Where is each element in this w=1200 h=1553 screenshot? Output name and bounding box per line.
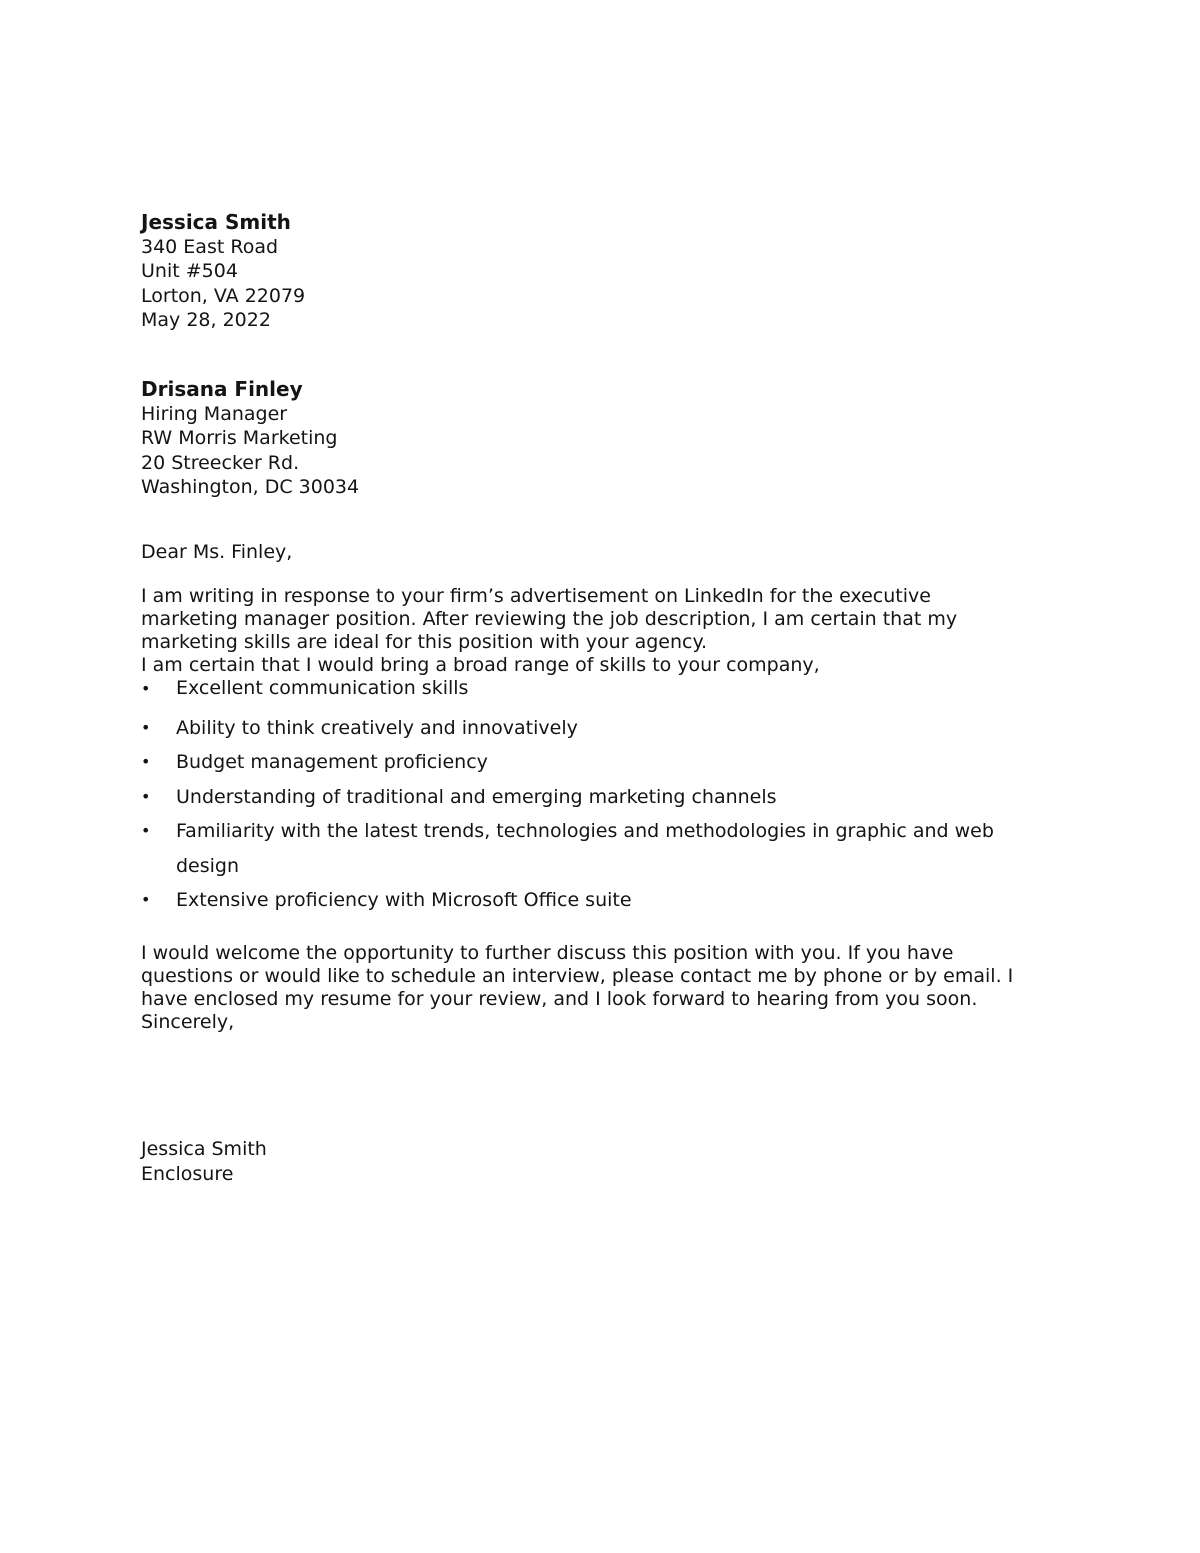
recipient-name: Drisana Finley	[141, 376, 303, 401]
skill-item	[141, 745, 1051, 780]
intro-line: marketing manager position. After reviewing the job description, I am certain that my	[141, 607, 958, 630]
closing-line: questions or would like to schedule an interview, please contact me by phone or by email. I	[141, 964, 1014, 987]
bullet-icon: •	[141, 821, 151, 841]
valediction: Sincerely,	[141, 1010, 235, 1033]
bullet-icon: •	[141, 890, 151, 910]
intro-paragraph	[141, 585, 1051, 677]
skill-text: Extensive proficiency with Microsoft Office suite	[176, 889, 632, 912]
skill-item	[141, 780, 1051, 815]
skill-text: Ability to think creatively and innovatively	[176, 716, 578, 739]
intro-line: marketing skills are ideal for this position with your agency.	[141, 630, 708, 653]
bullet-icon: •	[141, 786, 151, 806]
signature-block	[141, 1137, 1051, 1187]
salutation: Dear Ms. Finley,	[141, 540, 293, 563]
signature-name: Jessica Smith	[141, 1137, 267, 1160]
recipient-block	[141, 377, 1051, 500]
sender-address-line2: Unit #504	[141, 260, 238, 283]
intro-line: I am writing in response to your firm’s advertisement on LinkedIn for the executive	[141, 584, 931, 607]
skill-text: Familiarity with the latest trends, technologies and methodologies in graphic and web design	[176, 820, 994, 877]
closing-line: I would welcome the opportunity to further discuss this position with you. If you have	[141, 941, 954, 964]
skill-item	[141, 814, 1051, 883]
closing-line: have enclosed my resume for your review, and I look forward to hearing from you soon.	[141, 987, 978, 1010]
bullet-icon: •	[141, 717, 151, 737]
skill-text: Excellent communication skills	[176, 676, 469, 699]
bullet-icon: •	[141, 752, 151, 772]
closing-paragraph	[141, 942, 1051, 1034]
skills-list	[141, 677, 1051, 918]
intro-line: I am certain that I would bring a broad range of skills to your company,	[141, 653, 820, 676]
recipient-street: 20 Streecker Rd.	[141, 451, 300, 474]
skill-text: Budget management proficiency	[176, 751, 488, 774]
bullet-icon: •	[141, 678, 151, 698]
recipient-title: Hiring Manager	[141, 402, 288, 425]
skill-text: Understanding of traditional and emerging marketing channels	[176, 785, 777, 808]
sender-block	[141, 210, 1051, 333]
letter-date: May 28, 2022	[141, 309, 271, 332]
enclosure-note: Enclosure	[141, 1162, 234, 1185]
skill-item	[141, 711, 1051, 746]
recipient-city-state-zip: Washington, DC 30034	[141, 476, 360, 499]
skill-item	[141, 677, 1051, 700]
recipient-company: RW Morris Marketing	[141, 427, 338, 450]
cover-letter	[141, 210, 1051, 1187]
sender-address-line1: 340 East Road	[141, 235, 279, 258]
sender-city-state-zip: Lorton, VA 22079	[141, 284, 306, 307]
skill-item	[141, 883, 1051, 918]
sender-name: Jessica Smith	[141, 210, 291, 234]
